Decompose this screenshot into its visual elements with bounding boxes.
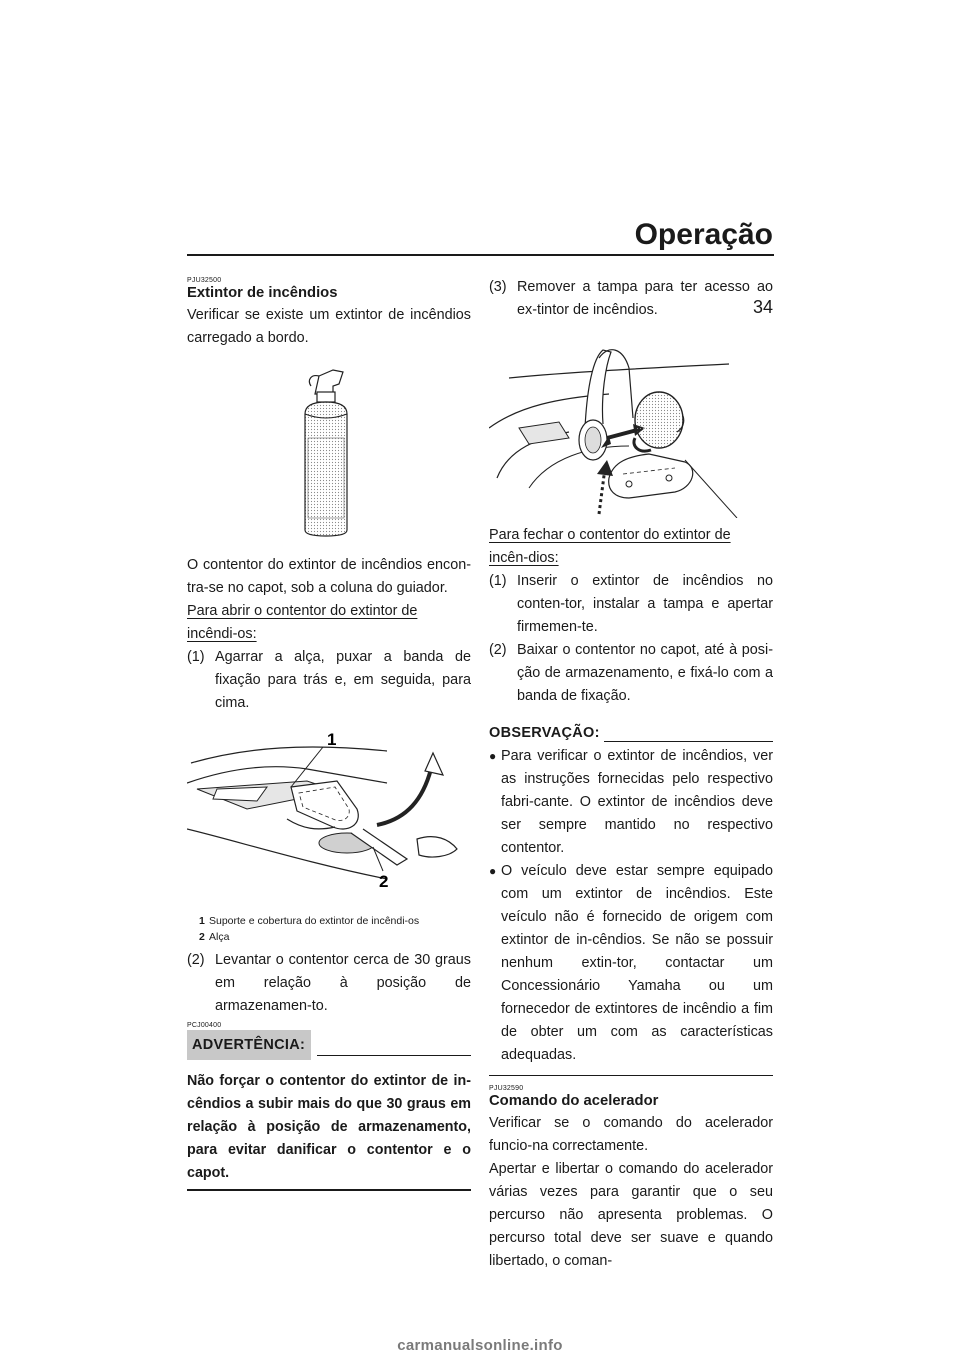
step-number: (1) bbox=[489, 573, 507, 589]
step-item bbox=[489, 639, 773, 708]
warning-rule bbox=[317, 1055, 471, 1056]
step-text: Baixar o contentor no capot, até à posi-ção de armazenamento, e fixá-lo com a banda de fixação. bbox=[517, 642, 773, 704]
step-text: Remover a tampa para ter acesso ao ex-tintor de incêndios. bbox=[517, 279, 773, 318]
legend-text: Alça bbox=[209, 931, 230, 943]
paragraph: O contentor do extintor de incêndios encon-tra-se no capot, sob a coluna do guiador. bbox=[187, 557, 471, 596]
legend-number: 1 bbox=[199, 915, 205, 927]
paragraph: Apertar e libertar o comando do acelerador várias vezes para garantir que o seu percurso não apresenta problemas. O percurso total deve ser suave e quando libertado, o coman- bbox=[489, 1161, 773, 1269]
note-bullet bbox=[489, 745, 773, 860]
step-item bbox=[187, 949, 471, 1018]
bullet-icon: ● bbox=[489, 864, 497, 878]
section-heading: Extintor de incêndios bbox=[187, 285, 338, 301]
paragraph: Verificar se o comando do acelerador funcio-na correctamente. bbox=[489, 1115, 773, 1154]
subheading-close: Para fechar o contentor do extintor de incên-dios: bbox=[489, 527, 731, 566]
step-number: (2) bbox=[489, 642, 507, 658]
note-bottom-rule bbox=[489, 1075, 773, 1076]
warning-text: Não forçar o contentor do extintor de in-cêndios a subir mais do que 30 graus em relação à posição de armazenamento, para evitar danificar o contentor e o capot. bbox=[187, 1073, 471, 1181]
subheading-open: Para abrir o contentor do extintor de incêndi-os: bbox=[187, 603, 418, 642]
page-title: Operação bbox=[634, 218, 773, 251]
holder-strap-illustration bbox=[187, 729, 471, 909]
legend-text: Suporte e cobertura do extintor de incêndi-os bbox=[209, 915, 420, 927]
callout-2: 2 bbox=[379, 872, 389, 891]
watermark: carmanualsonline.info bbox=[397, 1337, 563, 1354]
paragraph: Verificar se existe um extintor de incêndios carregado a bordo. bbox=[187, 307, 471, 346]
step-number: (2) bbox=[187, 952, 205, 968]
bullet-icon: ● bbox=[489, 749, 497, 763]
warning-header bbox=[187, 1030, 471, 1060]
legend-item bbox=[199, 915, 471, 927]
right-column bbox=[489, 276, 773, 1273]
left-column bbox=[187, 276, 471, 1191]
page-number: 34 bbox=[752, 297, 773, 317]
legend-item bbox=[199, 931, 471, 943]
section-code: PJU32500 bbox=[187, 277, 222, 284]
step-item bbox=[489, 276, 773, 322]
section-heading: Comando do acelerador bbox=[489, 1093, 659, 1109]
note-bullet bbox=[489, 860, 773, 1067]
callout-1: 1 bbox=[327, 730, 337, 749]
warning-bottom-rule bbox=[187, 1189, 471, 1191]
note-text: O veículo deve estar sempre equipado com um extintor de incêndios. Este veículo não é fornecido de origem com extintor de in-cêndios. Se não se possuir nenhum extin-tor, contactar um Concessionário Yamaha ou um fornecedor de extintores de incêndio a fim de obter um com as características adequadas. bbox=[501, 863, 773, 1063]
note-header bbox=[489, 722, 773, 745]
section-code: PJU32590 bbox=[489, 1085, 524, 1092]
legend-number: 2 bbox=[199, 931, 205, 943]
warning-box bbox=[187, 1021, 471, 1191]
note-label: OBSERVAÇÃO: bbox=[489, 725, 600, 741]
note-rule bbox=[604, 741, 773, 742]
cap-removal-illustration bbox=[489, 328, 773, 518]
warning-label: ADVERTÊNCIA: bbox=[187, 1030, 311, 1060]
step-item bbox=[187, 646, 471, 715]
header-rule bbox=[187, 254, 774, 256]
figure-legend bbox=[199, 915, 471, 943]
note-text: Para verificar o extintor de incêndios, ver as instruções fornecidas pelo respectivo fabri-cante. O extintor de incêndios deve ser sempre mantido no respectivo contentor. bbox=[501, 748, 773, 856]
step-number: (3) bbox=[489, 279, 507, 295]
step-number: (1) bbox=[187, 649, 205, 665]
step-text: Agarrar a alça, puxar a banda de fixação para trás e, em seguida, para cima. bbox=[215, 649, 471, 711]
step-item bbox=[489, 570, 773, 639]
step-text: Levantar o contentor cerca de 30 graus em relação à posição de armazenamen-to. bbox=[215, 952, 471, 1014]
fire-extinguisher-illustration bbox=[187, 362, 471, 542]
step-text: Inserir o extintor de incêndios no conten-tor, instalar a tampa e apertar firmemen-te. bbox=[517, 573, 773, 635]
warning-code: PCJ00400 bbox=[187, 1022, 222, 1029]
